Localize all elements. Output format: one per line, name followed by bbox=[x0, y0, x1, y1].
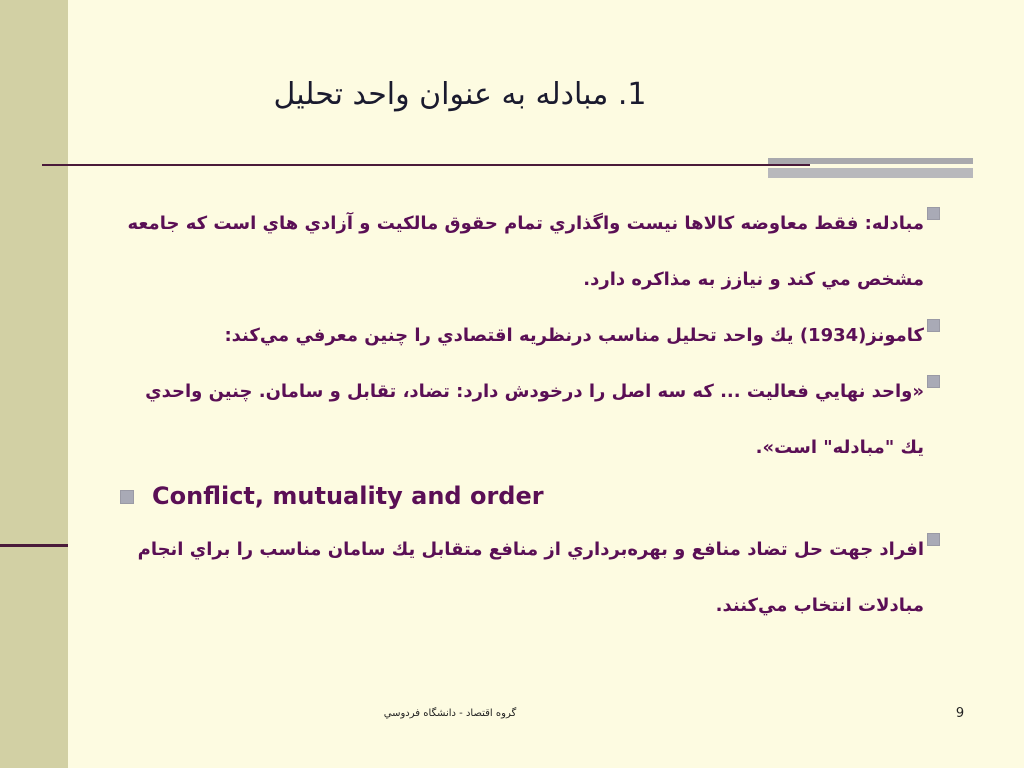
bullet-text: افراد جهت حل تضاد منافع و بهره‌برداري از منافع متقابل يك سامان مناسب را براي انجام مبادلات انتخاب مي‌كنند. bbox=[137, 539, 924, 616]
square-bullet-icon bbox=[927, 207, 940, 220]
bullet-text: كامونز(1934) يك واحد تحليل مناسب درنظريه اقتصادي را چنين معرفي مي‌كند: bbox=[224, 325, 924, 346]
left-band-accent-line bbox=[0, 544, 68, 547]
bullet-text: مبادله: فقط معاوضه كالاها نيست واگذاري تمام حقوق مالكيت و آزادي هاي است كه جامعه مشخص مي كند و نيازز به مذاكره دارد. bbox=[127, 213, 924, 290]
bullet-item-conflict-mutuality-order bbox=[120, 476, 960, 516]
square-bullet-icon bbox=[927, 375, 940, 388]
bullet-item-ultimate-unit bbox=[120, 364, 960, 476]
bullet-item-individuals bbox=[120, 522, 960, 634]
square-bullet-icon bbox=[120, 490, 134, 504]
left-side-band bbox=[0, 0, 68, 768]
bullet-item-commons bbox=[120, 308, 960, 364]
title-divider-line bbox=[42, 164, 810, 166]
footer-text: گروه اقتصاد - دانشگاه فردوسي bbox=[383, 708, 517, 719]
title-divider-tab-bottom bbox=[768, 168, 973, 178]
bullet-text: «واحد نهايي فعاليت ... كه سه اصل را درخودش دارد: تضاد، تقابل و سامان. چنين واحدي يك "مبادله" است». bbox=[145, 381, 924, 458]
bullet-item-exchange-definition bbox=[120, 196, 960, 308]
square-bullet-icon bbox=[927, 533, 940, 546]
slide-title: 1. مبادله به عنوان واحد تحليل bbox=[273, 77, 647, 112]
bullet-list bbox=[120, 196, 960, 634]
page-number: 9 bbox=[955, 706, 965, 721]
bullet-text: Conflict, mutuality and order bbox=[152, 482, 544, 510]
square-bullet-icon bbox=[927, 319, 940, 332]
title-divider-tab-top bbox=[768, 158, 973, 164]
